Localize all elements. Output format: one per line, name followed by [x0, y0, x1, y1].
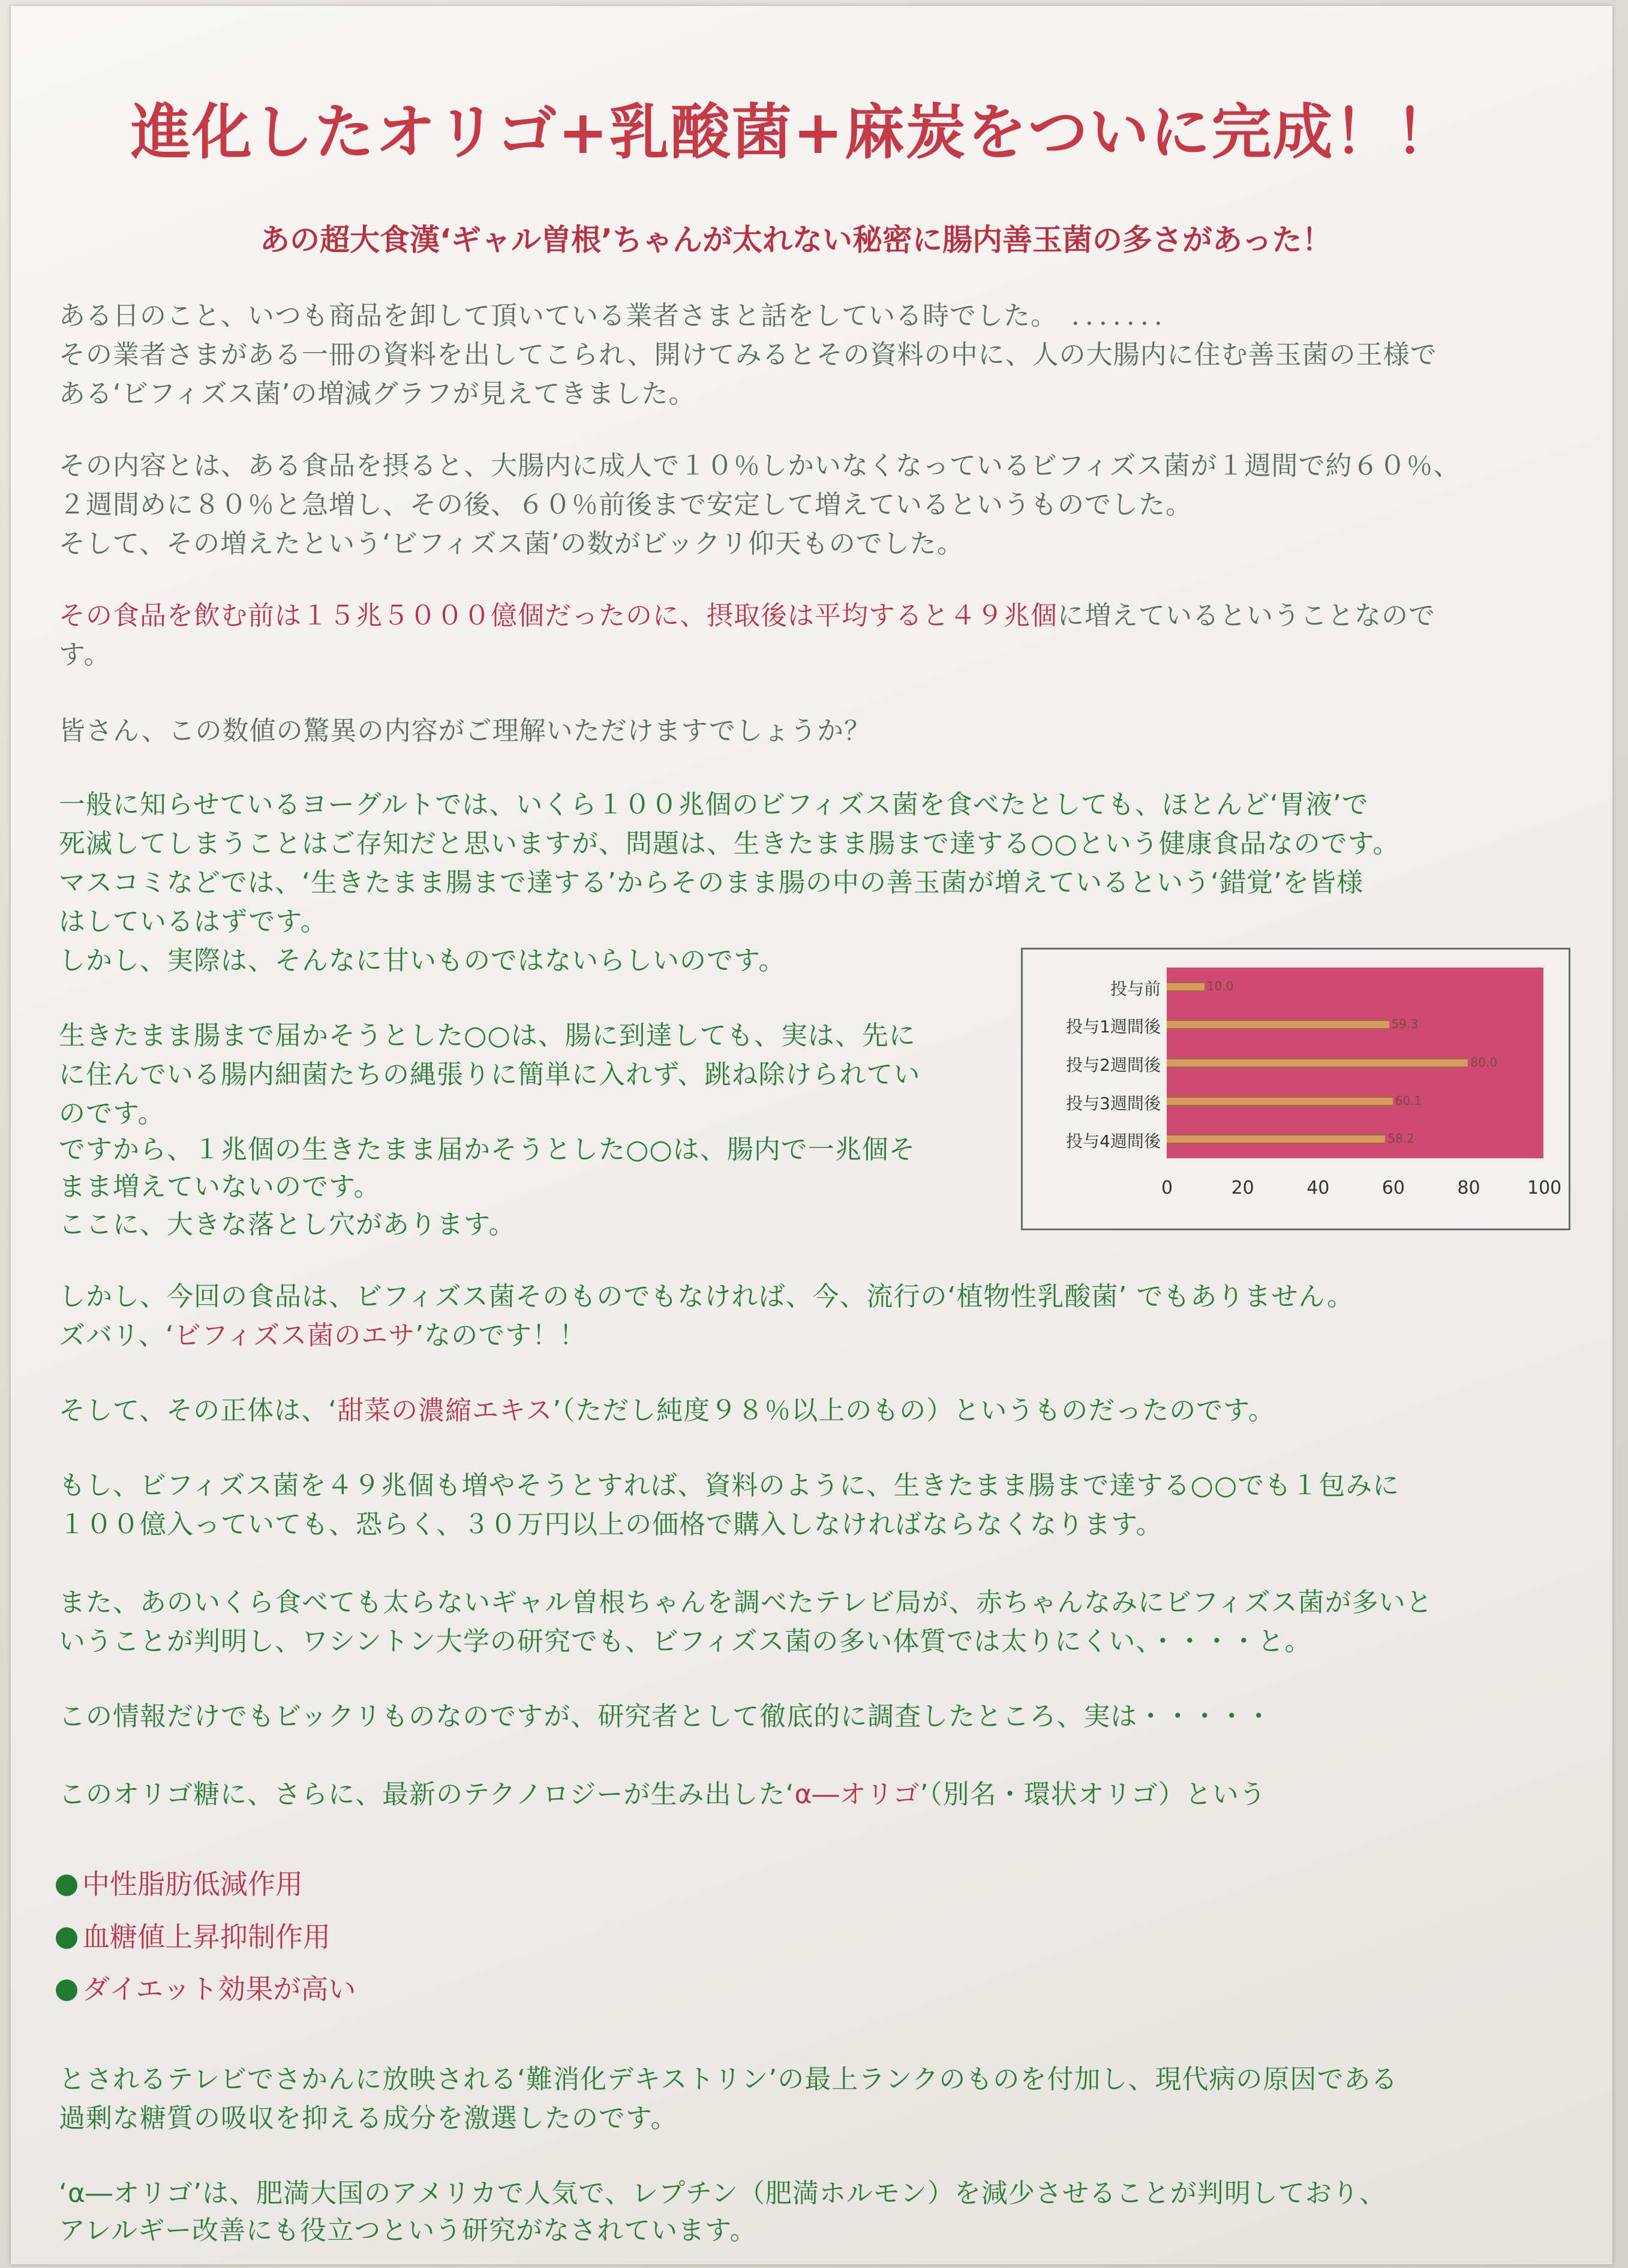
p3-highlight: 飲む前は１５兆５０００億個だったのに、摂取後は平均すると４９兆個 [194, 600, 1058, 631]
p6-line-4: ですから、１兆個の生きたまま届かそうとした○○は、腸内で一兆個そ [59, 1134, 916, 1165]
chart-x-tick-label: 80 [1457, 1177, 1480, 1198]
p7-line-1: しかし、今回の食品は、ビフィズス菌そのものでもなければ、今、流行の‘植物性乳酸菌’ でもありません。 [59, 1281, 1354, 1312]
p4-line: 皆さん、この数値の驚異の内容がご理解いただけますでしょうか？ [59, 716, 871, 746]
chart-data-label: 80.0 [1470, 1055, 1497, 1070]
p6-line-5: まま増えていないのです。 [59, 1171, 381, 1202]
bullet-dot-icon [56, 1875, 77, 1896]
bullet-item-2 [56, 1915, 331, 1955]
p3-line-2: す。 [59, 639, 111, 670]
p9-line-1: もし、ビフィズス菌を４９兆個も増やそうとすれば、資料のように、生きたまま腸まで達する○○でも１包みに [59, 1470, 1400, 1501]
p5-line-1: 一般に知らせているヨーグルトでは、いくら１００兆個のビフィズス菌を食べたとしても、ほとんど‘胃液’で [59, 789, 1369, 820]
chart-category-label: 投与前 [1110, 978, 1161, 999]
chart-x-tick-label: 20 [1231, 1177, 1254, 1198]
p3-part-1: その食品を [59, 600, 194, 631]
p12-part-3: ’（別名・環状オリゴ）という [920, 1779, 1266, 1810]
p9-line-2: １００億入っていても、恐らく、３０万円以上の価格で購入しなければならなくなります。 [59, 1509, 1163, 1540]
chart-data-label: 59.3 [1391, 1017, 1419, 1032]
p2-line-3: そして、その増えたという‘ビフィズス菌’の数がビックリ仰天ものでした。 [59, 528, 964, 559]
chart-category-label: 投与2週間後 [1066, 1055, 1161, 1075]
bullet-dot-icon [56, 1979, 77, 2001]
p12-highlight: α―オリゴ [794, 1779, 920, 1810]
p13-line-1: とされるテレビでさかんに放映される‘難消化デキストリン’の最上ランクのものを付加し、現代病の原因である [59, 2064, 1398, 2095]
bullet-text-1: 中性脂肪低減作用 [82, 1868, 303, 1900]
p7-part-1: ズバリ、‘ [59, 1320, 175, 1351]
chart-bar [1167, 982, 1205, 992]
p1-line-3: ある‘ビフィズス菌’の増減グラフが見えてきました。 [59, 378, 696, 409]
document-page [11, 6, 1612, 2264]
p8-part-1: そして、その正体は、‘ [59, 1395, 338, 1426]
p1-line-1: ある日のこと、いつも商品を卸して頂いている業者さまと話をしている時でした。 ．．．．．．． [59, 301, 1181, 331]
chart-x-tick-label: 60 [1381, 1177, 1405, 1198]
p2-line-2: ２週間めに８０％と急増し、その後、６０％前後まで安定して増えているというものでした。 [59, 489, 1193, 520]
chart-category-label: 投与4週間後 [1066, 1131, 1161, 1152]
chart-bar [1167, 1134, 1385, 1144]
p7-line-2 [59, 1314, 586, 1352]
p5-line-3: マスコミなどでは、‘生きたまま腸まで達する’からそのまま腸の中の善玉菌が増えているという‘錯覚’を皆様 [59, 867, 1363, 898]
bullet-dot-icon [56, 1927, 77, 1949]
chart-data-label: 58.2 [1387, 1131, 1414, 1146]
page-title: 進化したオリゴ+乳酸菌+麻炭をついに完成！！ [131, 97, 1456, 167]
p10-line-2: いうことが判明し、ワシントン大学の研究でも、ビフィズス菌の多い体質では太りにくい、・・・・と。 [59, 1626, 1312, 1657]
chart-category-label: 投与1週間後 [1066, 1017, 1161, 1037]
chart-x-tick-label: 40 [1306, 1177, 1330, 1198]
chart-category-label: 投与3週間後 [1066, 1093, 1161, 1113]
p7-part-3: ’なのです！！ [415, 1320, 587, 1351]
p8-part-3: ’（ただし純度９８％以上のもの）というものだったのです。 [552, 1395, 1275, 1426]
chart-data-label: 10.0 [1206, 978, 1234, 993]
p3-line-1 [59, 594, 1435, 632]
p12-line [59, 1773, 1266, 1811]
chart-bar [1167, 1058, 1468, 1068]
p1-line-2: その業者さまがある一冊の資料を出してこられ、開けてみるとその資料の中に、人の大腸内に住む善玉菌の王様で [59, 340, 1437, 370]
bullet-item-3 [56, 1967, 356, 2007]
bullet-item-1 [56, 1863, 303, 1902]
chart-x-tick-label: 0 [1161, 1177, 1173, 1198]
p13-line-2: 過剰な糖質の吸収を抑える成分を激選したのです。 [59, 2103, 678, 2134]
bullet-text-2: 血糖値上昇抑制作用 [82, 1921, 331, 1953]
p5-line-2: 死滅してしまうことはご存知だと思いますが、問題は、生きたまま腸まで達する○○という健康食品なのです。 [59, 828, 1400, 859]
p14-line-2: アレルギー改善にも役立つという研究がなされています。 [59, 2215, 757, 2246]
p7-highlight: ビフィズス菌のエサ [174, 1320, 416, 1351]
p5-line-4: はしているはずです。 [59, 906, 328, 937]
p8-line [59, 1389, 1275, 1427]
p6-line-2: に住んでいる腸内細菌たちの縄張りに簡単に入れず、跳ね除けられてい [59, 1059, 921, 1090]
p8-highlight: 甜菜の濃縮エキス [337, 1395, 553, 1426]
p10-line-1: また、あのいくら食べても太らないギャル曽根ちゃんを調べたテレビ局が、赤ちゃんなみにビフィズス菌が多いと [59, 1587, 1433, 1618]
p6-line-3: のです。 [59, 1098, 165, 1129]
p12-part-1: このオリゴ糖に、さらに、最新のテクノロジーが生み出した‘ [59, 1779, 795, 1810]
chart-x-tick-label: 100 [1527, 1177, 1562, 1198]
p14-line-1: ‘α―オリゴ’は、肥満大国のアメリカで人気で、レプチン（肥満ホルモン）を減少させることが判明しており、 [59, 2178, 1386, 2209]
chart-data-label: 60.1 [1395, 1093, 1422, 1108]
p3-part-3: に増えているということなので [1058, 600, 1435, 631]
p2-line-1: その内容とは、ある食品を摂ると、大腸内に成人で１０％しかいなくなっているビフィズス菌が１週間で約６０％、 [59, 450, 1461, 481]
p6-line-1: 生きたまま腸まで届かそうとした○○は、腸に到達しても、実は、先に [59, 1020, 916, 1051]
page-subtitle: あの超大食漢‘ギャル曽根’ちゃんが太れない秘密に腸内善玉菌の多さがあった！ [260, 223, 1332, 257]
bar-chart [1021, 948, 1570, 1230]
p5-line-5: しかし、実際は、そんなに甘いものではないらしいのです。 [59, 945, 786, 976]
p6-line-6: ここに、大きな落とし穴があります。 [59, 1209, 516, 1240]
chart-bar [1167, 1097, 1393, 1106]
p11-line: この情報だけでもビックリものなのですが、研究者として徹底的に調査したところ、実は・・・・・ [59, 1701, 1273, 1732]
bullet-text-3: ダイエット効果が高い [82, 1973, 356, 2005]
chart-bar [1167, 1020, 1389, 1029]
